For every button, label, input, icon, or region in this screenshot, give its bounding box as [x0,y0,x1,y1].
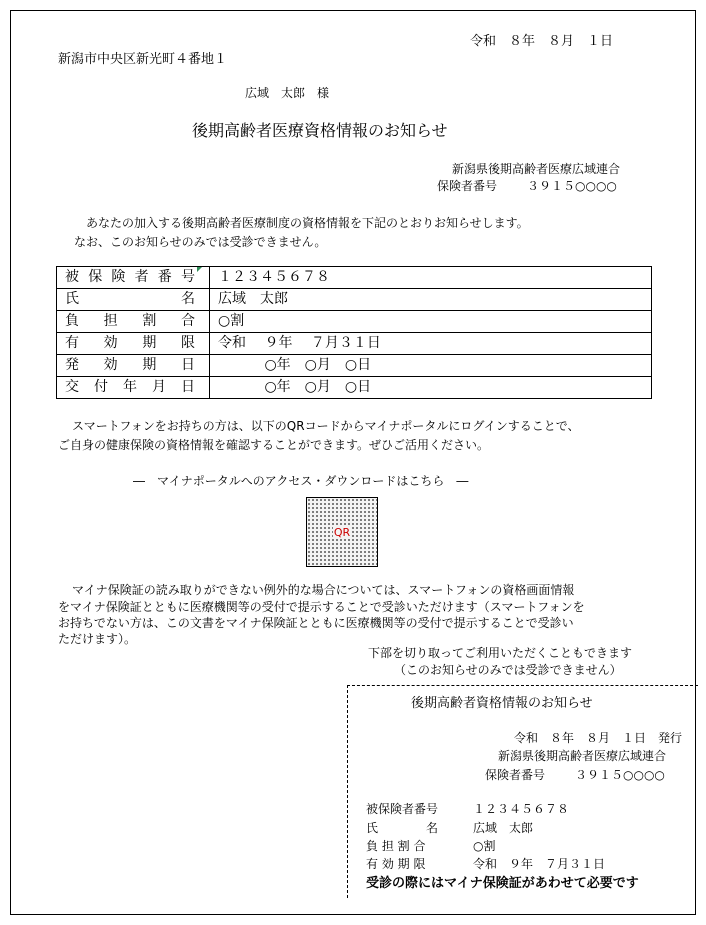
table-value: 令和 ９年 ７月３１日 [210,333,652,355]
table-row [57,311,652,333]
table-label: 交付年月日 [57,377,210,399]
slip-row [366,800,569,817]
table-value: ○年 ○月 ○日 [210,355,652,377]
slip-issuer-name: 新潟県後期高齢者医療広域連合 [498,749,667,763]
slip-insurer-line [485,766,665,783]
table-value: ○割 [210,311,652,333]
table-row [57,289,652,311]
recipient-address: 新潟市中央区新光町４番地１ [58,52,228,67]
slip-row-label: 有 効 期 限 [366,857,426,871]
table-value: ○年 ○月 ○日 [210,377,652,399]
exception-text-3: お持ちでない方は、この文書をマイナ保険証とともに医療機関等の受付で提示することで受診い [58,616,574,630]
insurer-number-value: ３９１５○○○○ [527,179,617,193]
slip-insurer-number: ３９１５○○○○ [575,768,665,782]
table-label: 有効期限 [57,333,210,355]
slip-insurer-label: 保険者番号 [485,768,546,782]
cut-note-2: （このお知らせのみでは受診できません） [394,663,622,677]
insurer-number-label: 保険者番号 [437,179,498,193]
table-label: 負担割合 [57,311,210,333]
slip-row-label: 被保険者番号 [366,802,439,816]
smartphone-text-2: ご自身の健康保険の資格情報を確認することができます。ぜひご活用ください。 [58,438,490,452]
cut-out-slip [347,685,698,898]
smartphone-text-1: スマートフォンをお持ちの方は、以下のQRコードからマイナポータルにログインすることで、 [72,419,580,433]
slip-row-label: 氏 名 [366,821,439,835]
cut-note-1: 下部を切り取ってご利用いただくこともできます [368,646,633,660]
exception-text-1: マイナ保険証の読み取りができない例外的な場合については、スマートフォンの資格画面情報 [72,583,575,597]
insurance-info-table [56,266,652,399]
exception-text-4: ただけます）。 [58,632,137,646]
issuer-name: 新潟県後期高齢者医療広域連合 [452,162,621,176]
cell-comment-marker [197,267,202,272]
slip-row [366,855,605,872]
issue-date: 令和 ８年 ８月 １日 [470,34,614,49]
slip-title: 後期高齢者資格情報のお知らせ [411,696,593,711]
slip-row [366,837,495,854]
document-title: 後期高齢者医療資格情報のお知らせ [192,121,448,140]
table-row [57,267,652,289]
slip-notice: 受診の際にはマイナ保険証があわせて必要です [366,876,639,891]
table-label: 被保険者番号 [57,267,210,289]
recipient-name: 広域 太郎 様 [245,86,330,100]
table-row [57,377,652,399]
slip-row-value: 広域 太郎 [473,821,534,835]
table-row [57,333,652,355]
qr-code-placeholder[interactable] [306,497,378,567]
insurer-number-line [437,177,617,194]
slip-row-value: １２３４５６７８ [473,802,570,816]
table-row [57,355,652,377]
slip-row-label: 負 担 割 合 [366,839,426,853]
exception-text-2: をマイナ保険証とともに医療機関等の受付で提示することで受診いただけます（スマートフォンを [58,600,585,614]
slip-row-value: ○割 [473,839,496,853]
slip-row-value: 令和 ９年 ７月３１日 [473,857,606,871]
intro-line-1: あなたの加入する後期高齢者医療制度の資格情報を下記のとおりお知らせします。 [86,216,529,230]
table-value: 広域 太郎 [210,289,652,311]
table-label: 発効期日 [57,355,210,377]
slip-date: 令和 ８年 ８月 １日 発行 [514,731,683,745]
table-label: 氏名 [57,289,210,311]
intro-line-2: なお、このお知らせのみでは受診できません。 [74,235,327,249]
qr-label: QR [333,525,351,539]
slip-row [366,819,533,836]
portal-heading: ― マイナポータルへのアクセス・ダウンロードはこちら ― [133,474,469,488]
table-value: １２３４５６７８ [210,267,652,289]
